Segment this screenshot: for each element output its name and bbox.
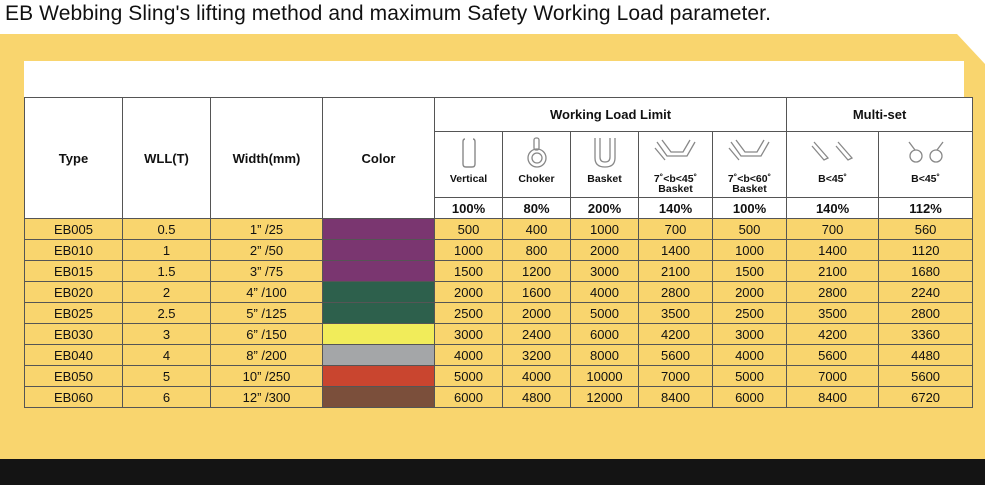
- value-cell: 2400: [503, 324, 571, 345]
- type-cell: EB010: [25, 240, 123, 261]
- type-cell: EB025: [25, 303, 123, 324]
- page-title: EB Webbing Sling's lifting method and maximum Safety Working Load parameter.: [5, 2, 772, 25]
- value-cell: 1120: [879, 240, 973, 261]
- pct-choker: 80%: [503, 198, 571, 219]
- table-row: [25, 240, 973, 261]
- wll-cell: 1.5: [123, 261, 211, 282]
- value-cell: 4800: [503, 387, 571, 408]
- type-cell: EB040: [25, 345, 123, 366]
- table-row: [25, 345, 973, 366]
- method-multi-set-2: B<45˚: [879, 132, 973, 198]
- color-swatch: [323, 282, 435, 303]
- footer-bar: [0, 459, 985, 485]
- value-cell: 560: [879, 219, 973, 240]
- value-cell: 400: [503, 219, 571, 240]
- value-cell: 4480: [879, 345, 973, 366]
- method-basket-60: 7˚<b<60˚ Basket: [713, 132, 787, 198]
- value-cell: 2100: [639, 261, 713, 282]
- value-cell: 4200: [787, 324, 879, 345]
- color-swatch: [323, 219, 435, 240]
- table-row: [25, 387, 973, 408]
- multi-set-header: Multi-set: [787, 98, 973, 132]
- value-cell: 10000: [571, 366, 639, 387]
- value-cell: 1000: [571, 219, 639, 240]
- value-cell: 1500: [713, 261, 787, 282]
- width-cell: 10” /250: [211, 366, 323, 387]
- table-row: [25, 303, 973, 324]
- width-cell: 4” /100: [211, 282, 323, 303]
- value-cell: 8000: [571, 345, 639, 366]
- wll-cell: 2: [123, 282, 211, 303]
- pct-multi-set-2: 112%: [879, 198, 973, 219]
- table-row: [25, 282, 973, 303]
- angled-basket-icon: [639, 132, 712, 174]
- width-cell: 12” /300: [211, 387, 323, 408]
- pct-multi-set-1: 140%: [787, 198, 879, 219]
- col-color-header: Color: [323, 98, 435, 219]
- value-cell: 3000: [713, 324, 787, 345]
- value-cell: 700: [639, 219, 713, 240]
- width-cell: 1” /25: [211, 219, 323, 240]
- value-cell: 2800: [639, 282, 713, 303]
- value-cell: 800: [503, 240, 571, 261]
- value-cell: 3000: [571, 261, 639, 282]
- type-cell: EB030: [25, 324, 123, 345]
- value-cell: 4000: [503, 366, 571, 387]
- type-cell: EB050: [25, 366, 123, 387]
- value-cell: 1000: [713, 240, 787, 261]
- value-cell: 6000: [435, 387, 503, 408]
- value-cell: 3360: [879, 324, 973, 345]
- pct-basket-60: 100%: [713, 198, 787, 219]
- value-cell: 2000: [435, 282, 503, 303]
- method-basket: Basket: [571, 132, 639, 198]
- choker-sling-icon: [503, 132, 570, 174]
- value-cell: 1400: [639, 240, 713, 261]
- value-cell: 5600: [787, 345, 879, 366]
- method-vertical: Vertical: [435, 132, 503, 198]
- value-cell: 2800: [879, 303, 973, 324]
- wll-cell: 2.5: [123, 303, 211, 324]
- value-cell: 8400: [639, 387, 713, 408]
- value-cell: 500: [713, 219, 787, 240]
- value-cell: 2500: [435, 303, 503, 324]
- width-cell: 2” /50: [211, 240, 323, 261]
- value-cell: 3500: [787, 303, 879, 324]
- sling-spec-table: [24, 97, 973, 408]
- method-choker: Choker: [503, 132, 571, 198]
- two-leg-choker-icon: [879, 132, 972, 174]
- type-cell: EB060: [25, 387, 123, 408]
- value-cell: 500: [435, 219, 503, 240]
- value-cell: 7000: [787, 366, 879, 387]
- method-multi-set-1: B<45˚: [787, 132, 879, 198]
- color-swatch: [323, 366, 435, 387]
- value-cell: 8400: [787, 387, 879, 408]
- value-cell: 3200: [503, 345, 571, 366]
- col-width-header: Width(mm): [211, 98, 323, 219]
- value-cell: 2000: [503, 303, 571, 324]
- width-cell: 3” /75: [211, 261, 323, 282]
- value-cell: 4000: [435, 345, 503, 366]
- table-row: [25, 219, 973, 240]
- wll-cell: 6: [123, 387, 211, 408]
- wll-cell: 4: [123, 345, 211, 366]
- value-cell: 2240: [879, 282, 973, 303]
- col-wll-header: WLL(T): [123, 98, 211, 219]
- angled-basket-icon: [713, 132, 786, 174]
- value-cell: 6720: [879, 387, 973, 408]
- value-cell: 1000: [435, 240, 503, 261]
- table-row: [25, 324, 973, 345]
- color-swatch: [323, 324, 435, 345]
- panel-corner: [957, 34, 985, 64]
- method-basket-45: 7˚<b<45˚ Basket: [639, 132, 713, 198]
- value-cell: 1500: [435, 261, 503, 282]
- wll-cell: 0.5: [123, 219, 211, 240]
- value-cell: 4000: [571, 282, 639, 303]
- pct-basket-45: 140%: [639, 198, 713, 219]
- table-row: [25, 261, 973, 282]
- type-cell: EB020: [25, 282, 123, 303]
- value-cell: 2500: [713, 303, 787, 324]
- value-cell: 2100: [787, 261, 879, 282]
- value-cell: 6000: [571, 324, 639, 345]
- type-cell: EB005: [25, 219, 123, 240]
- value-cell: 5600: [879, 366, 973, 387]
- value-cell: 5600: [639, 345, 713, 366]
- color-swatch: [323, 387, 435, 408]
- value-cell: 3000: [435, 324, 503, 345]
- value-cell: 700: [787, 219, 879, 240]
- width-cell: 5” /125: [211, 303, 323, 324]
- type-cell: EB015: [25, 261, 123, 282]
- value-cell: 4200: [639, 324, 713, 345]
- width-cell: 6” /150: [211, 324, 323, 345]
- value-cell: 7000: [639, 366, 713, 387]
- col-type-header: Type: [25, 98, 123, 219]
- two-leg-sling-icon: [787, 132, 878, 174]
- wll-cell: 5: [123, 366, 211, 387]
- blank-header-box: [24, 61, 964, 97]
- value-cell: 1680: [879, 261, 973, 282]
- value-cell: 2000: [571, 240, 639, 261]
- color-swatch: [323, 240, 435, 261]
- pct-vertical: 100%: [435, 198, 503, 219]
- color-swatch: [323, 345, 435, 366]
- width-cell: 8” /200: [211, 345, 323, 366]
- value-cell: 4000: [713, 345, 787, 366]
- color-swatch: [323, 261, 435, 282]
- value-cell: 2800: [787, 282, 879, 303]
- value-cell: 12000: [571, 387, 639, 408]
- basket-sling-icon: [571, 132, 638, 174]
- vertical-sling-icon: [435, 132, 502, 174]
- value-cell: 1400: [787, 240, 879, 261]
- value-cell: 3500: [639, 303, 713, 324]
- value-cell: 5000: [713, 366, 787, 387]
- color-swatch: [323, 303, 435, 324]
- value-cell: 2000: [713, 282, 787, 303]
- value-cell: 6000: [713, 387, 787, 408]
- value-cell: 1200: [503, 261, 571, 282]
- value-cell: 1600: [503, 282, 571, 303]
- pct-basket: 200%: [571, 198, 639, 219]
- wll-cell: 1: [123, 240, 211, 261]
- table-row: [25, 366, 973, 387]
- working-load-limit-header: Working Load Limit: [435, 98, 787, 132]
- value-cell: 5000: [435, 366, 503, 387]
- value-cell: 5000: [571, 303, 639, 324]
- wll-cell: 3: [123, 324, 211, 345]
